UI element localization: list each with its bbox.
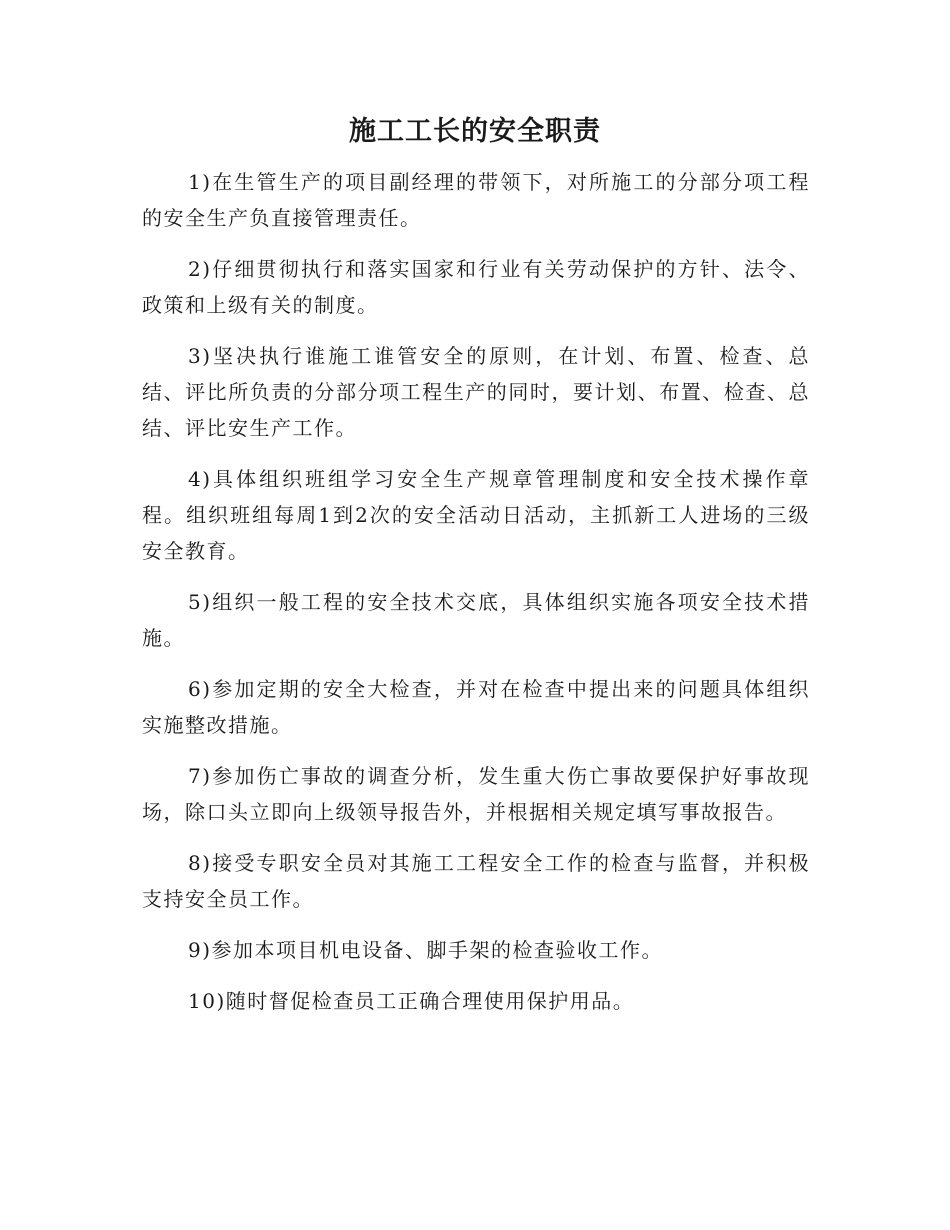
paragraph-3: 3)坚决执行谁施工谁管安全的原则，在计划、布置、检查、总结、评比所负责的分部分项工程生产的同时，要计划、布置、检查、总结、评比安生产工作。: [142, 344, 810, 440]
document-body: [142, 164, 810, 1034]
paragraph-1: 1)在生管生产的项目副经理的带领下，对所施工的分部分项工程的安全生产负直接管理责任。: [142, 170, 810, 230]
paragraph-9: 9)参加本项目机电设备、脚手架的检查验收工作。: [188, 938, 664, 962]
document-title: 施工工长的安全职责: [349, 116, 601, 147]
paragraph-10: 10)随时督促检查员工正确合理使用保护用品。: [188, 989, 635, 1013]
paragraph-5: 5)组织一般工程的安全技术交底，具体组织实施各项安全技术措施。: [142, 590, 810, 650]
paragraph-6: 6)参加定期的安全大检查，并对在检查中提出来的问题具体组织实施整改措施。: [142, 677, 810, 737]
paragraph-2: 2)仔细贯彻执行和落实国家和行业有关劳动保护的方针、法令、政策和上级有关的制度。: [142, 257, 810, 317]
paragraph-8: 8)接受专职安全员对其施工工程安全工作的检查与监督，并积极支持安全员工作。: [142, 851, 810, 911]
paragraph-7: 7)参加伤亡事故的调查分析，发生重大伤亡事故要保护好事故现场，除口头立即向上级领导报告外，并根据相关规定填写事故报告。: [142, 764, 810, 824]
paragraph-4: 4)具体组织班组学习安全生产规章管理制度和安全技术操作章程。组织班组每周1到2次的安全活动日活动，主抓新工人进场的三级安全教育。: [142, 467, 810, 563]
